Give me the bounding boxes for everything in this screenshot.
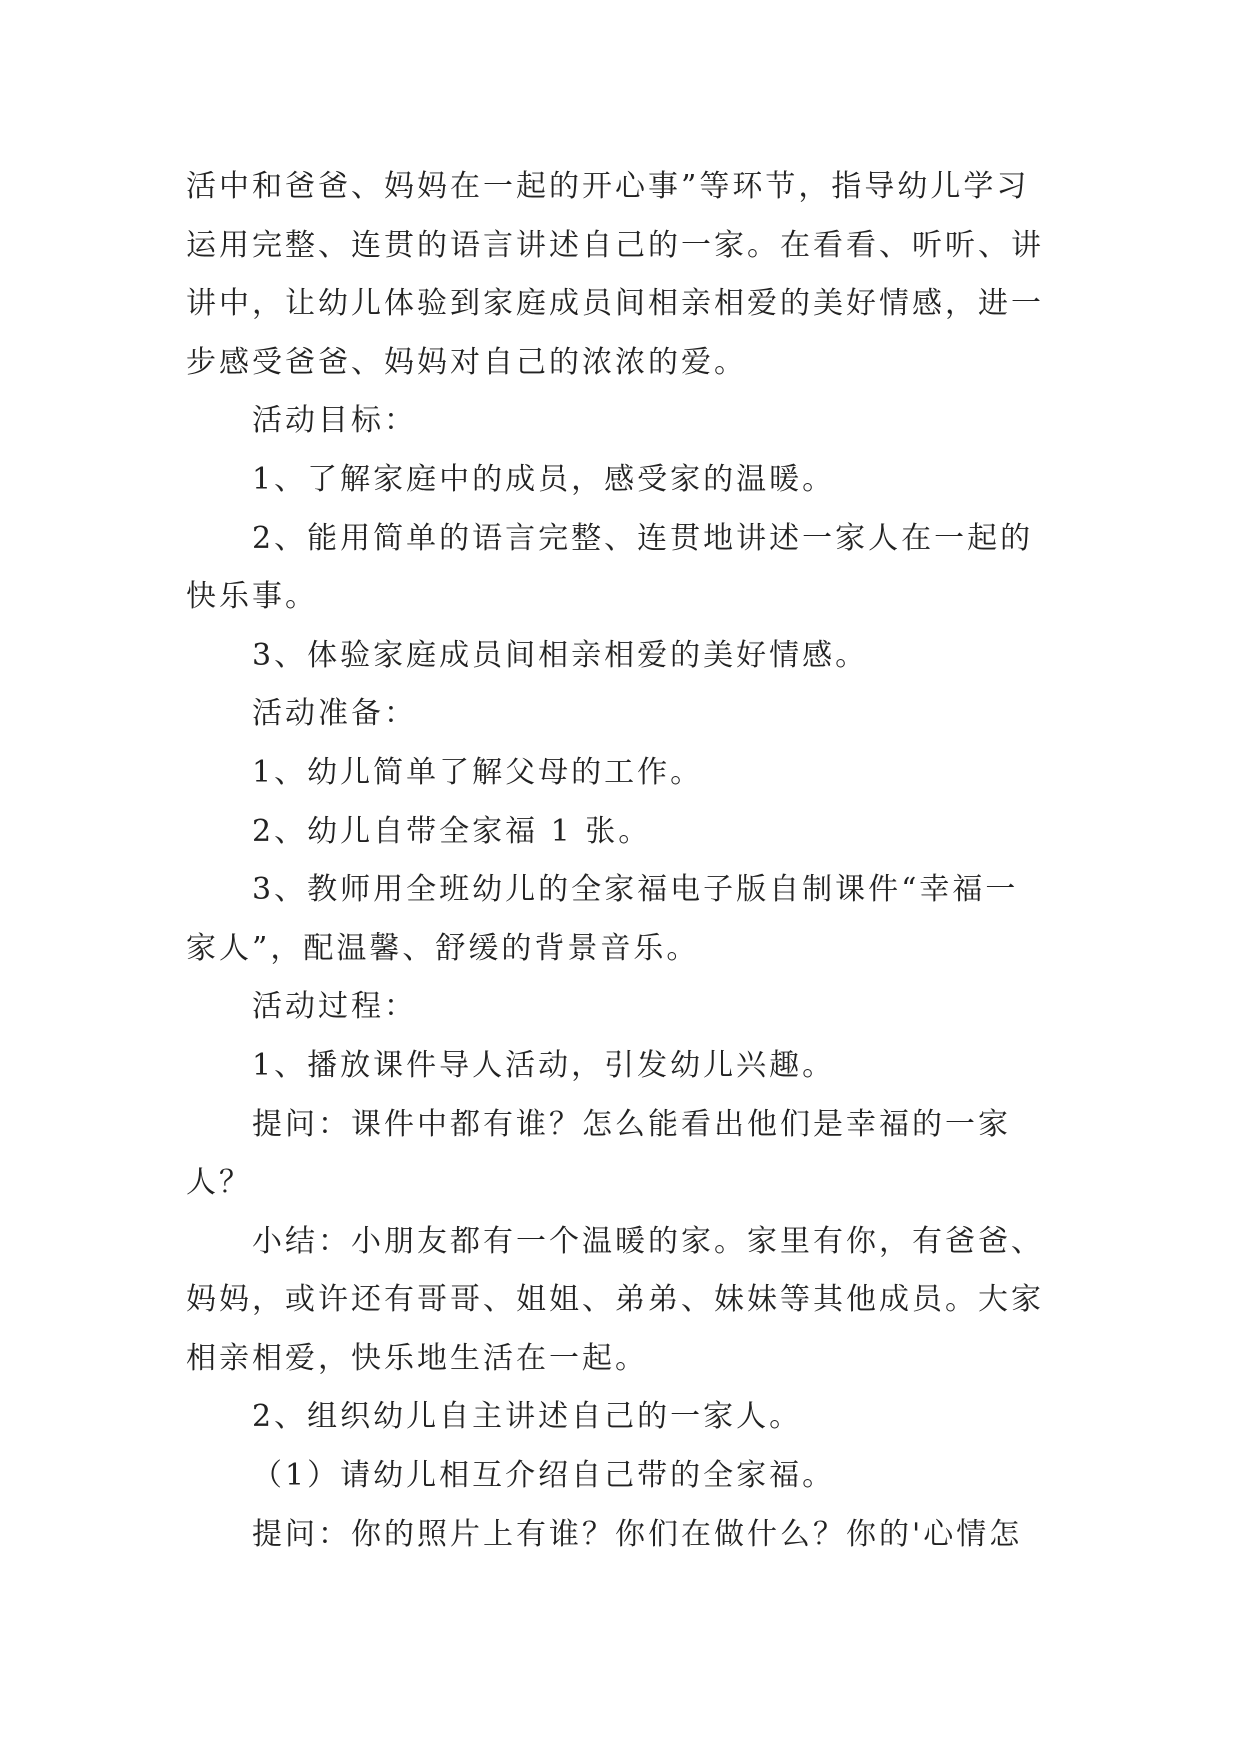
text-line: 相亲相爱，快乐地生活在一起。 <box>186 1340 648 1376</box>
text-line: 人？ <box>186 1165 252 1201</box>
text-line: 快乐事。 <box>186 579 318 615</box>
text-line: 2、能用简单的语言完整、连贯地讲述一家人在一起的 <box>252 520 1034 556</box>
text-line: 妈妈，或许还有哥哥、姐姐、弟弟、妹妹等其他成员。大家 <box>186 1282 1044 1318</box>
text-line: 活中和爸爸、妈妈在一起的开心事”等环节，指导幼儿学习 <box>186 169 1030 204</box>
text-line: 1、了解家庭中的成员，感受家的温暖。 <box>252 461 836 497</box>
text-line: 讲中，让幼儿体验到家庭成员间相亲相爱的美好情感，进一 <box>186 286 1044 322</box>
text-line: 活动目标： <box>252 403 417 439</box>
text-line: 活动过程： <box>252 989 417 1025</box>
text-line: 1、幼儿简单了解父母的工作。 <box>252 754 704 790</box>
text-line: 步感受爸爸、妈妈对自己的浓浓的爱。 <box>186 344 747 380</box>
text-line: 2、组织幼儿自主讲述自己的一家人。 <box>252 1399 803 1435</box>
text-line: 小结：小朋友都有一个温暖的家。家里有你，有爸爸、 <box>252 1223 1044 1259</box>
text-line: 提问：课件中都有谁？怎么能看出他们是幸福的一家 <box>252 1106 1011 1142</box>
text-line: 1、播放课件导人活动，引发幼儿兴趣。 <box>252 1047 836 1083</box>
text-line: 活动准备： <box>252 696 417 732</box>
document-body <box>186 158 1066 1564</box>
text-line: 3、体验家庭成员间相亲相爱的美好情感。 <box>252 637 869 673</box>
text-line: （1）请幼儿相互介绍自己带的全家福。 <box>252 1458 836 1494</box>
text-line: 运用完整、连贯的语言讲述自己的一家。在看看、听听、讲 <box>186 227 1044 263</box>
text-line: 2、幼儿自带全家福 1 张。 <box>252 813 652 849</box>
text-line: 3、教师用全班幼儿的全家福电子版自制课件“幸福一 <box>252 872 1019 908</box>
text-line: 提问：你的照片上有谁？你们在做什么？你的'心情怎 <box>252 1516 1023 1552</box>
text-line: 家人”，配温馨、舒缓的背景音乐。 <box>186 930 700 966</box>
